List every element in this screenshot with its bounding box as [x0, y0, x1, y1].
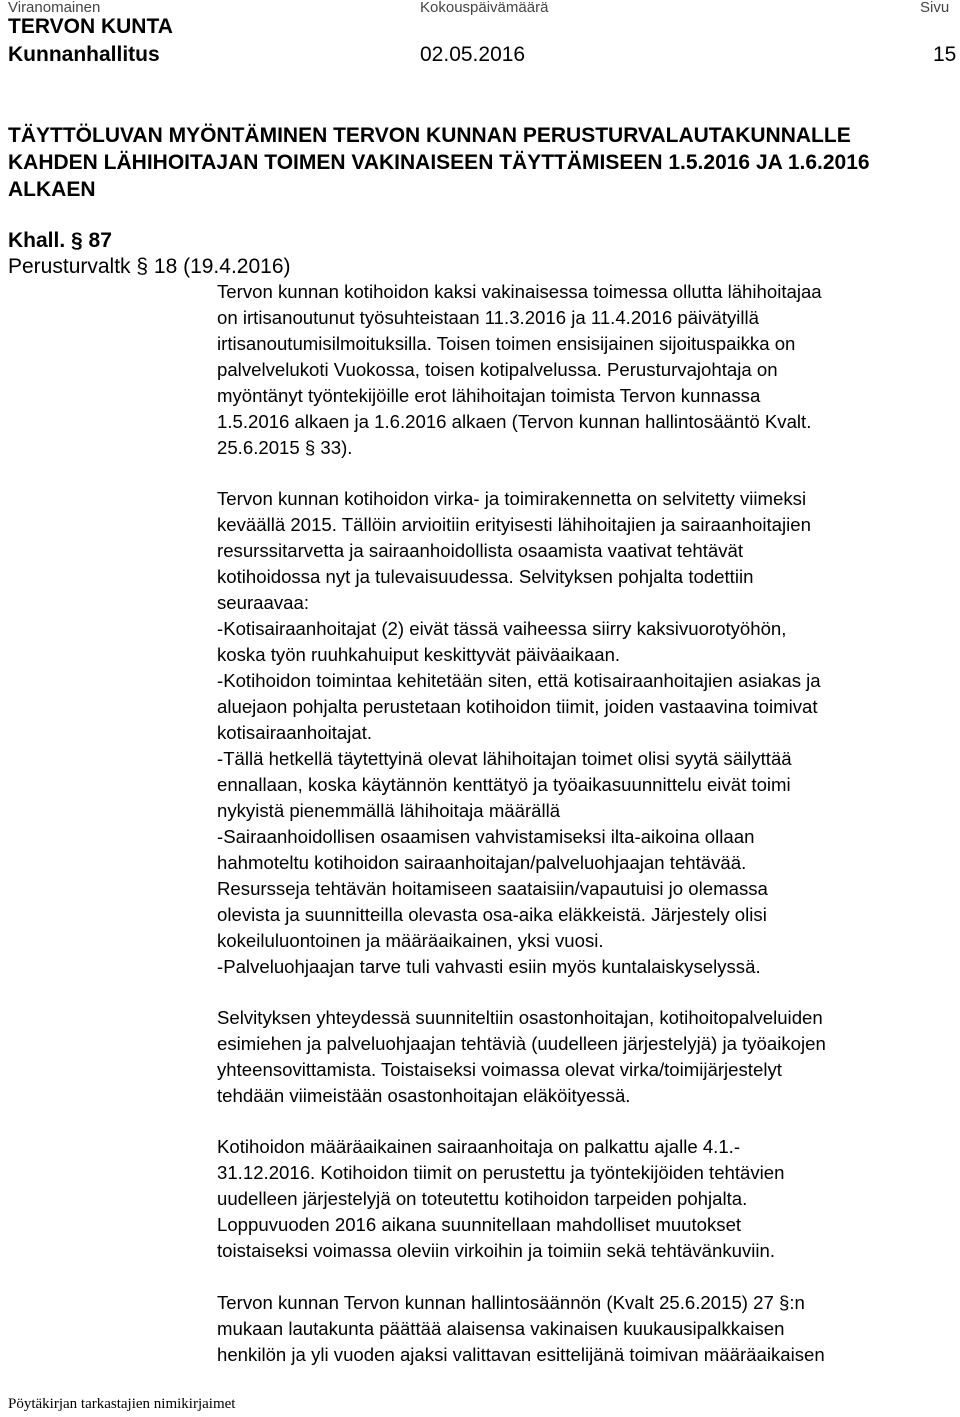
text-line: ennallaan, koska käytännön kenttätyö ja työaikasuunnittelu eivät toimi [217, 774, 791, 795]
text-line: uudelleen järjestelyjä on toteutettu kotihoidon tarpeiden pohjalta. [217, 1188, 748, 1209]
header-organ: Kunnanhallitus [8, 43, 160, 66]
text-line: palvelvelukoti Vuokossa, toisen kotipalvelussa. Perusturvajohtaja on [217, 359, 778, 380]
text-line: -Palveluohjaajan tarve tuli vahvasti esiin myös kuntalaiskyselyssä. [217, 956, 761, 977]
title-line: KAHDEN LÄHIHOITAJAN TOIMEN VAKINAISEEN TÄYTTÄMISEEN 1.5.2016 JA 1.6.2016 [8, 151, 870, 174]
header-page-label: Sivu [920, 0, 950, 16]
text-line: mukaan lautakunta päättää alaisensa vakinaisen kuukausipalkkaisen [217, 1318, 785, 1339]
text-line: aluejaon pohjalta perustetaan kotihoidon tiimit, joiden vastaavina toimivat [217, 696, 818, 717]
text-line: hahmoteltu kotihoidon sairaanhoitajan/palveluohjaajan tehtävää. [217, 852, 747, 873]
paragraph-background [217, 279, 955, 461]
text-line: kokeiluluontoinen ja määräaikainen, yksi vuosi. [217, 930, 604, 951]
header-municipality: TERVON KUNTA [8, 15, 173, 38]
text-line: Tervon kunnan Tervon kunnan hallintosäännön (Kvalt 25.6.2015) 27 §:n [217, 1292, 805, 1313]
text-line: Kotihoidon määräaikainen sairaanhoitaja on palkattu ajalle 4.1.- [217, 1136, 741, 1157]
text-line: olevista ja suunnitteilla olevasta osa-aika eläkkeistä. Järjestely olisi [217, 904, 767, 925]
text-line: henkilön ja yli vuoden ajaksi valittavan esittelijänä toimivan määräaikaisen [217, 1344, 825, 1365]
reference-preparation: Perusturvaltk § 18 (19.4.2016) [8, 255, 291, 278]
title-line: ALKAEN [8, 178, 96, 201]
text-line: -Sairaanhoidollisen osaamisen vahvistamiseksi ilta-aikoina ollaan [217, 826, 755, 847]
text-line: 31.12.2016. Kotihoidon tiimit on perustettu ja työntekijöiden tehtävien [217, 1162, 785, 1183]
title-line: TÄYTTÖLUVAN MYÖNTÄMINEN TERVON KUNNAN PERUSTURVALAUTAKUNNALLE [8, 124, 851, 147]
paragraph-arrangements [217, 1005, 955, 1109]
text-line: 1.5.2016 alkaen ja 1.6.2016 alkaen (Tervon kunnan hallintosääntö Kvalt. [217, 411, 812, 432]
text-line: nykyistä pienemmällä lähihoitaja määrällä [217, 800, 561, 821]
text-line: myöntänyt työntekijöille erot lähihoitajan toimista Tervon kunnassa [217, 385, 761, 406]
text-line: irtisanoutumisilmoituksilla. Toisen toimen ensisijainen sijoituspaikka on [217, 333, 796, 354]
text-line: on irtisanoutunut työsuhteistaan 11.3.2016 ja 11.4.2016 päivätyillä [217, 307, 760, 328]
header-date: 02.05.2016 [420, 43, 526, 66]
footer-initials-label: Pöytäkirjan tarkastajien nimikirjaimet [8, 1396, 236, 1412]
text-line: Tervon kunnan kotihoidon kaksi vakinaisessa toimessa ollutta lähihoitajaa [217, 281, 822, 302]
text-line: Resursseja tehtävän hoitamiseen saataisiin/vapautuisi jo olemassa [217, 878, 768, 899]
header-page-number: 15 [933, 43, 957, 66]
text-line: yhteensovittamista. Toistaiseksi voimassa olevat virka/toimijärjestelyt [217, 1059, 782, 1080]
text-line: Loppuvuoden 2016 aikana suunnitellaan mahdolliset muutokset [217, 1214, 742, 1235]
reference-khall: Khall. § 87 [8, 229, 112, 252]
text-line: kotihoidossa nyt ja tulevaisuudessa. Selvityksen pohjalta todettiin [217, 566, 754, 587]
document-title [8, 122, 948, 203]
text-line: resurssitarvetta ja sairaanhoidollista osaamista vaativat tehtävät [217, 540, 744, 561]
text-line: kotisairaanhoitajat. [217, 722, 373, 743]
text-line: keväällä 2015. Tällöin arvioitiin erityisesti lähihoitajien ja sairaanhoitajien [217, 514, 811, 535]
text-line: -Kotihoidon toimintaa kehitetään siten, että kotisairaanhoitajien asiakas ja [217, 670, 821, 691]
header-date-label: Kokouspäivämäärä [420, 0, 549, 16]
paragraph-regulation [217, 1290, 955, 1368]
text-line: tehdään viimeistään osastonhoitajan eläköityessä. [217, 1085, 631, 1106]
paragraph-temporary-nurse [217, 1134, 955, 1264]
text-line: seuraavaa: [217, 592, 309, 613]
text-line: Tervon kunnan kotihoidon virka- ja toimirakennetta on selvitetty viimeksi [217, 488, 807, 509]
text-line: -Kotisairaanhoitajat (2) eivät tässä vaiheessa siirry kaksivuorotyöhön, [217, 618, 787, 639]
text-line: -Tällä hetkellä täytettyinä olevat lähihoitajan toimet olisi syytä säilyttää [217, 748, 792, 769]
text-line: 25.6.2015 § 33). [217, 437, 353, 458]
text-line: esimiehen ja palveluohjaajan tehtävià (uudelleen järjestelyjä) ja työaikojen [217, 1033, 826, 1054]
text-line: toistaiseksi voimassa oleviin virkoihin ja toimiin sekä tehtävänkuviin. [217, 1240, 776, 1261]
text-line: koska työn ruuhkahuiput keskittyvät päiväaikaan. [217, 644, 621, 665]
paragraph-assessment [217, 486, 955, 980]
text-line: Selvityksen yhteydessä suunniteltiin osastonhoitajan, kotihoitopalveluiden [217, 1007, 823, 1028]
header-authority-label: Viranomainen [8, 0, 101, 16]
